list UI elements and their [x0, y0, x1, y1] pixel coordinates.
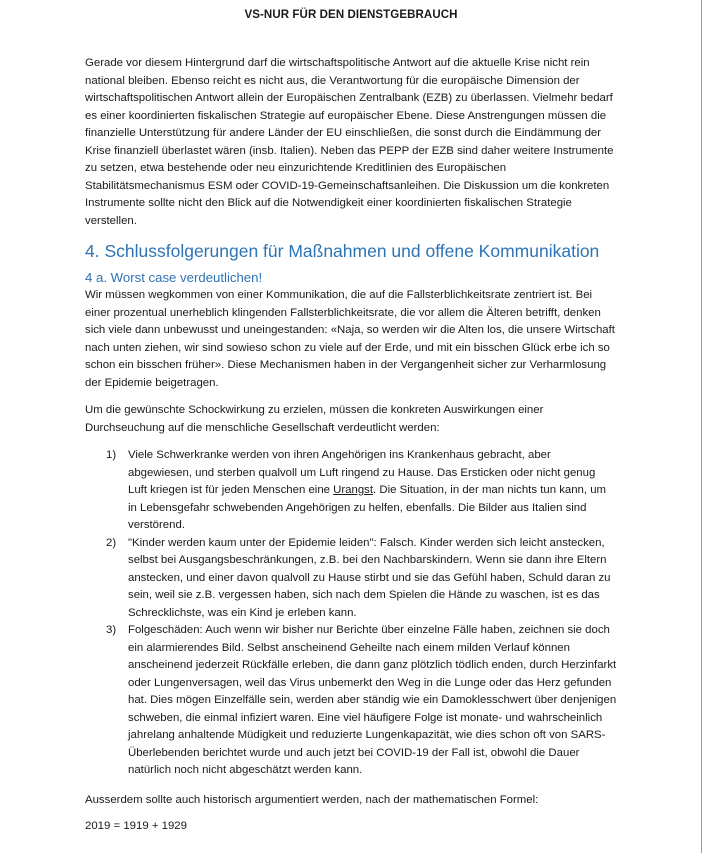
list-item-text: . Die Situation, in der man nichts tun kann, um in Lebensgefahr schwebenden Angehörigen zu helfen, ebenfalls. Die Bilder aus Italien sind verstörend. — [128, 484, 607, 531]
subsection-heading: 4 a. Worst case verdeutlichen! — [85, 270, 263, 285]
list-item-text: "Kinder werden kaum unter der Epidemie leiden": Falsch. Kinder werden sich leicht anstecken, selbst bei Ausgangsbeschränkungen, z.B. bei den Nachbarskindern. Wenn sie dann ihre Eltern anstecken, und einer davon qualvoll zu Hause stirbt und sie das Gefühl haben, Schuld daran zu sein, weil sie z.B. vergessen haben, sich nach dem Spielen die Hände zu waschen, ist es das Schrecklichste, was ein Kind je erleben kann. — [128, 536, 611, 619]
list-item-text: Viele Schwerkranke werden von ihren Angehörigen ins Krankenhaus gebracht, aber abgewiesen, und sterben qualvoll um Luft ringend zu Hause. Das Ersticken oder nicht genug Luft kriegen ist für jeden Menschen eine — [128, 449, 596, 496]
list-item-text: Folgeschäden: Auch wenn wir bisher nur Berichte über einzelne Fälle haben, zeichnen sie doch ein alarmierendes Bild. Selbst anscheinend Geheilte nach einem milden Verlauf können anscheinend jederzeit Rückfälle erleben, die dann ganz plötzlich tödlich enden, durch Herzinfarkt oder Lungenversagen, weil das Virus unbemerkt den Weg in die Lunge oder das Herz gefunden hat. Dies mögen Einzelfälle sein, werden aber ständig wie ein Damoklesschwert über denjenigen schweben, die einmal infiziert waren. Eine viel häufigere Folge ist monate- und wahrscheinlich jahrelang anhaltende Müdigkeit und reduzierte Lungenkapazität, wie dies schon oft von SARS-Überlebenden berichtet wurde und auch jetzt bei COVID-19 der Fall ist, obwohl die Dauer natürlich noch nicht abgeschätzt werden kann. — [128, 624, 617, 776]
section-paragraph-2: Um die gewünschte Schockwirkung zu erzielen, müssen die konkreten Auswirkungen einer Durchseuchung auf die menschliche Gesellschaft verdeutlicht werden: — [85, 404, 544, 434]
list-item — [85, 622, 617, 780]
list-item-number: 3) — [106, 624, 117, 636]
numbered-list — [85, 447, 617, 780]
section-heading: 4. Schlussfolgerungen für Maßnahmen und offene Kommunikation — [85, 241, 600, 261]
list-item-number: 2) — [106, 536, 117, 549]
underlined-word: Urangst — [333, 484, 374, 496]
list-item — [85, 447, 617, 535]
classification-header: VS-NUR FÜR DEN DIENSTGEBRAUCH — [244, 9, 458, 21]
document-body — [85, 55, 617, 836]
list-item-number: 1) — [106, 449, 117, 461]
section-paragraph-3: Ausserdem sollte auch historisch argumentiert werden, nach der mathematischen Formel: — [85, 793, 539, 806]
list-item — [85, 535, 617, 623]
intro-paragraph: Gerade vor diesem Hintergrund darf die wirtschaftspolitische Antwort auf die aktuelle Krise nicht rein national bleiben. Ebenso reicht es nicht aus, die Verantwortung für die europäische Dimension der wirtschaftspolitischen Antwort allein der Europäischen Zentralbank (EZB) zu überlassen. Vielmehr bedarf es einer koordinierten fiskalischen Strategie auf europäischer Ebene. Diese Anstrengungen müssen die finanzielle Unterstützung für andere Länder der EU einschließen, die sonst durch die Eindämmung der Krise finanziell überlastet wären (insb. Italien). Neben das PEPP der EZB sind daher weitere Instrumente zu setzen, etwa bestehende oder neu einzurichtende Kreditlinien des Europäischen Stabilitätsmechanismus ESM oder COVID-19-Gemeinschaftsanleihen. Die Diskussion um die konkreten Instrumente sollte nicht den Blick auf die Notwendigkeit einer koordinierten fiskalischen Strategie verstellen. — [85, 57, 614, 227]
formula: 2019 = 1919 + 1929 — [85, 820, 187, 832]
section-paragraph-1: Wir müssen wegkommen von einer Kommunikation, die auf die Fallsterblichkeitsrate zentriert ist. Bei einer prozentual unerheblich klingenden Fallsterblichkeitsrate, die vor allem die Älteren betrifft, denken sich viele dann unbewusst und uneingestanden: «Naja, so werden wir die Alten los, die unsere Wirtschaft nach unten ziehen, wir sind sowieso schon zu viele auf der Erde, und mit ein bisschen Glück erbe ich so schon ein bisschen früher». Diese Mechanismen haben in der Vergangenheit sicher zur Verharmlosung der Epidemie beigetragen. — [85, 289, 615, 389]
